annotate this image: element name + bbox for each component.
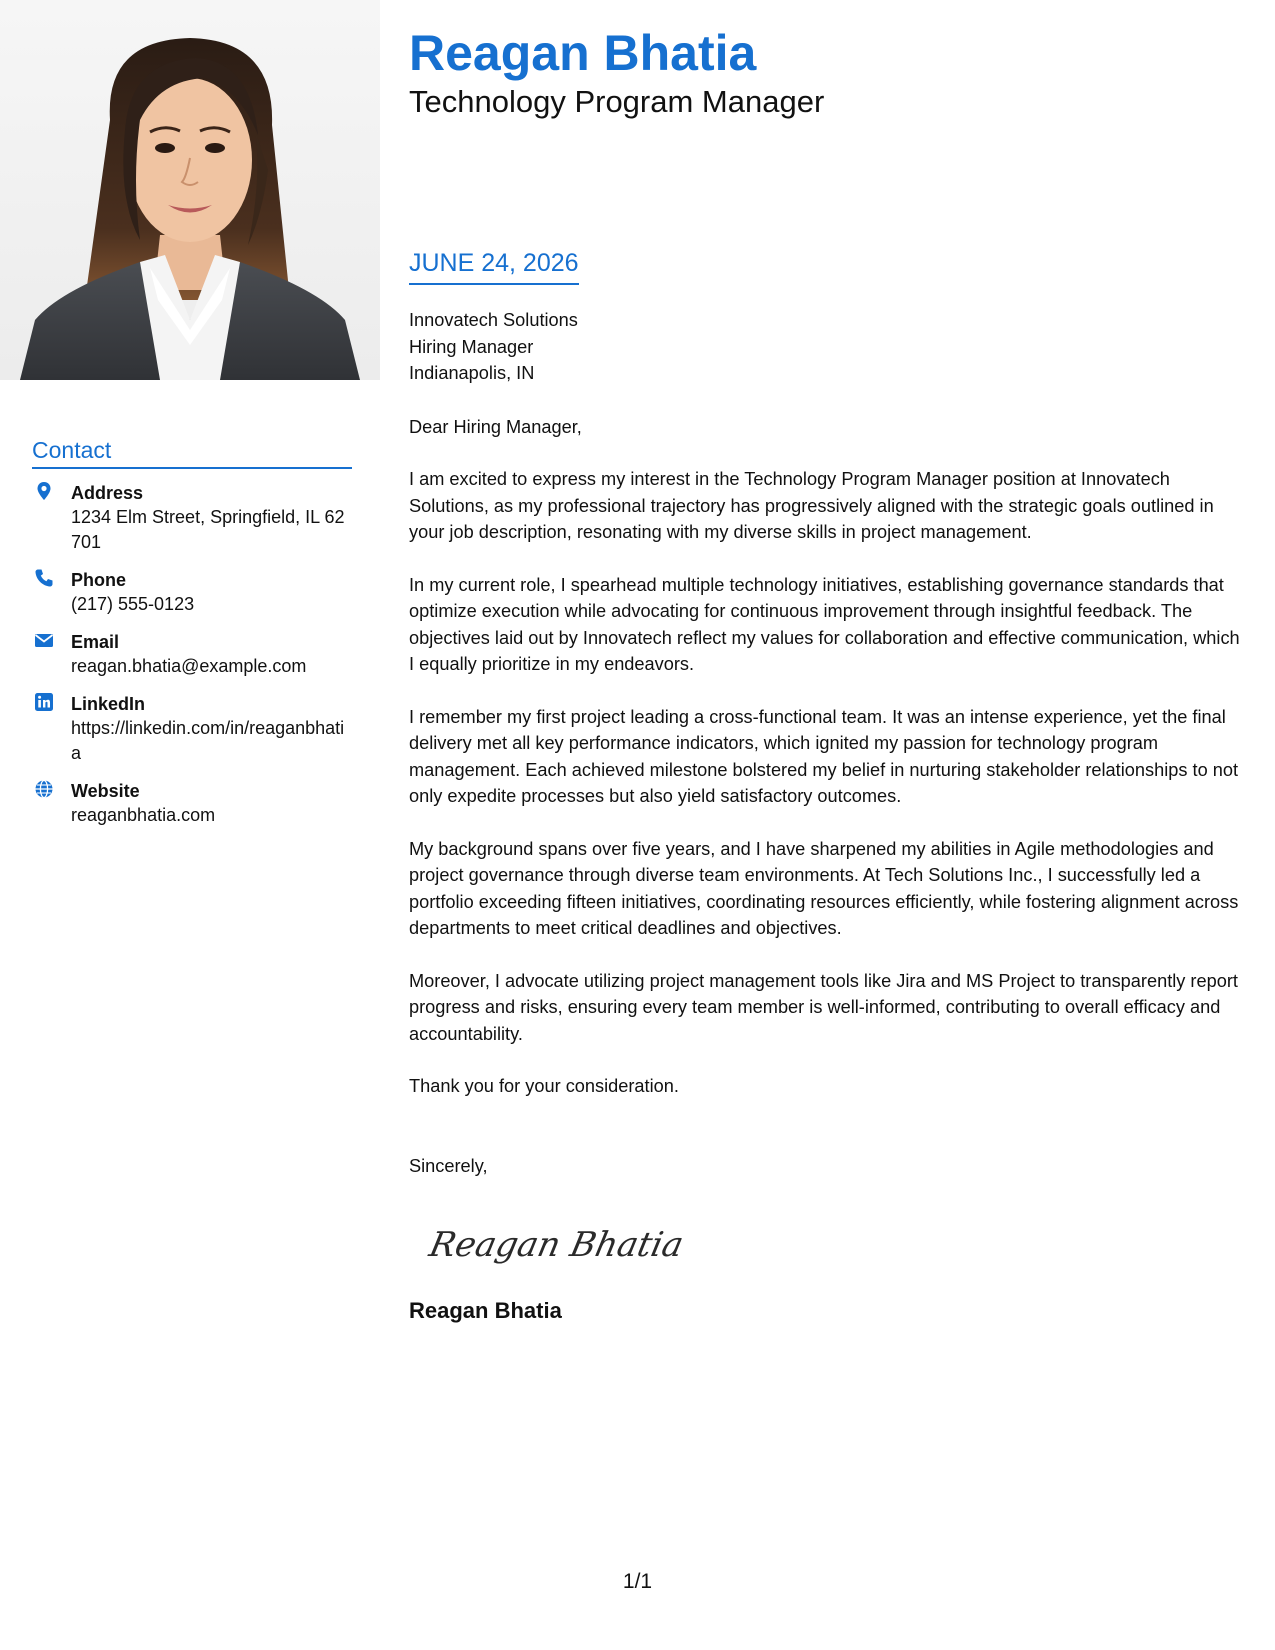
closing: Sincerely,	[409, 1155, 488, 1176]
paragraph: Thank you for your consideration.	[409, 1076, 679, 1096]
contact-item-address	[32, 481, 352, 555]
phone-value[interactable]: (217) 555-0123	[71, 594, 195, 614]
email-value[interactable]: reagan.bhatia@example.com	[71, 656, 307, 676]
recipient-block	[409, 307, 1249, 387]
contact-label: Website	[71, 781, 140, 801]
salutation: Dear Hiring Manager,	[409, 416, 582, 437]
address-value: 1234 Elm Street, Springfield, IL 62701	[71, 507, 345, 552]
globe-icon	[34, 779, 54, 799]
handwritten-signature	[422, 1208, 682, 1278]
page-number: 1/1	[622, 1570, 653, 1593]
contact-heading: Contact	[32, 436, 352, 469]
applicant-name: Reagan Bhatia	[409, 25, 757, 81]
phone-icon	[34, 568, 54, 588]
envelope-icon	[34, 630, 54, 650]
recipient-title: Hiring Manager	[409, 336, 534, 357]
contact-item-phone	[32, 568, 352, 617]
header	[409, 22, 1249, 120]
contact-item-website	[32, 779, 352, 828]
recipient-company: Innovatech Solutions	[409, 310, 578, 330]
contact-label: Email	[71, 632, 120, 652]
contact-item-email	[32, 630, 352, 679]
location-pin-icon	[34, 481, 54, 501]
contact-label: Phone	[71, 570, 127, 590]
website-value[interactable]: reaganbhatia.com	[71, 805, 216, 825]
profile-photo	[0, 0, 380, 380]
contact-item-linkedin	[32, 692, 352, 766]
signature-text: Reagan Bhatia	[425, 1225, 682, 1265]
paragraph: I am excited to express my interest in the Technology Program Manager position at Innovatech Solutions, as my professional trajectory has progressively aligned with the strategic goals outlined in your job description, resonating with my diverse skills in project management.	[409, 469, 1214, 542]
letter-body	[409, 307, 1249, 1179]
contact-label: Address	[71, 483, 144, 503]
recipient-location: Indianapolis, IN	[409, 363, 535, 383]
contact-label: LinkedIn	[71, 694, 146, 714]
job-title: Technology Program Manager	[409, 84, 825, 119]
letter-date: JUNE 24, 2026	[409, 248, 579, 285]
paragraph: My background spans over five years, and I have sharpened my abilities in Agile methodologies and project governance through diverse team environments. At Tech Solutions Inc., I successfully led a portfolio exceeding fifteen initiatives, coordinating resources efficiently, while fostering alignment across departments to meet critical deadlines and objectives.	[409, 838, 1239, 938]
paragraph: Moreover, I advocate utilizing project management tools like Jira and MS Project to transparently report progress and risks, ensuring every team member is well-informed, contributing to overall efficacy and accountability.	[409, 970, 1238, 1044]
linkedin-icon	[34, 692, 54, 712]
paragraph: In my current role, I spearhead multiple technology initiatives, establishing governance standards that optimize execution while advocating for continuous improvement through insightful feedback. The objectives laid out by Innovatech reflect my values for collaboration and effective communication, which I equally prioritize in my endeavors.	[409, 574, 1240, 674]
paragraph: I remember my first project leading a cross-functional team. It was an intense experience, yet the final delivery met all key performance indicators, which ignited my passion for technology program management. Each achieved milestone bolstered my belief in nurturing stakeholder relationships to not only expedite processes but also yield satisfactory outcomes.	[409, 706, 1239, 806]
contact-section	[32, 436, 352, 841]
portrait-image	[0, 0, 380, 380]
signer-name: Reagan Bhatia	[409, 1298, 562, 1323]
linkedin-value[interactable]: https://linkedin.com/in/reaganbhatia	[71, 718, 345, 763]
